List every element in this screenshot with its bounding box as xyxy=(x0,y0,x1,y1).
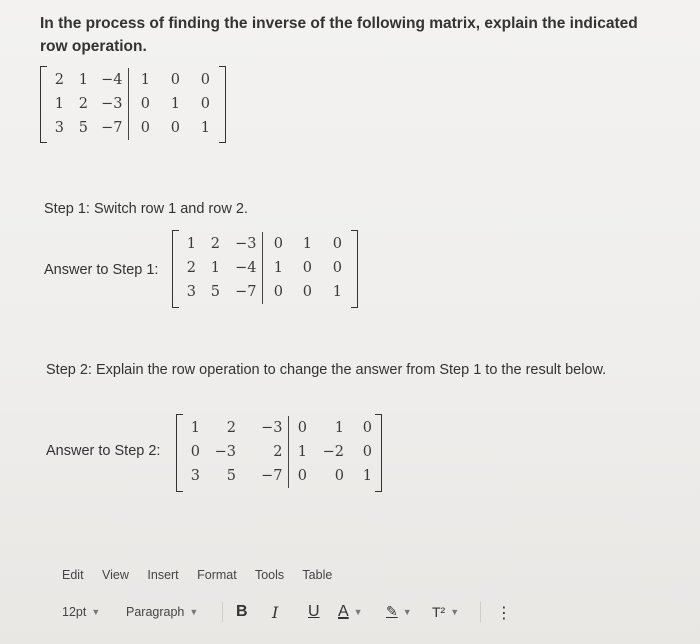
question-text: In the process of finding the inverse of the following matrix, explain the indicated row operation. xyxy=(40,15,638,55)
italic-icon: I xyxy=(272,602,279,622)
matrix-cell: 0 xyxy=(170,120,180,136)
matrix-cell: 1 xyxy=(334,420,344,436)
toolbar-divider xyxy=(480,602,481,622)
matrix-cell: −4 xyxy=(235,260,257,276)
menu-insert[interactable]: Insert xyxy=(147,568,179,582)
step1-label: Step 1: Switch row 1 and row 2. xyxy=(44,201,248,217)
chevron-down-icon: ▼ xyxy=(353,607,363,617)
matrix-cell: 0 xyxy=(170,72,180,88)
step1-matrix xyxy=(172,230,358,308)
matrix-row xyxy=(180,256,350,280)
underline-icon: U xyxy=(308,603,320,620)
matrix-cell: 0 xyxy=(200,72,210,88)
left-bracket xyxy=(172,230,179,308)
matrix-cell: 1 xyxy=(186,236,196,252)
matrix-cell: 3 xyxy=(54,120,64,136)
chevron-down-icon: ▼ xyxy=(189,607,199,617)
chevron-down-icon: ▼ xyxy=(450,607,460,617)
matrix-cell: −2 xyxy=(322,444,344,460)
matrix-cell: 1 xyxy=(332,284,342,300)
matrix-cell: 5 xyxy=(226,468,236,484)
step2-label: Step 2: Explain the row operation to change the answer from Step 1 to the result below. xyxy=(46,362,607,378)
font-size-select[interactable] xyxy=(62,601,100,623)
matrix-cell: 2 xyxy=(273,444,283,460)
matrix-cell: 0 xyxy=(332,260,342,276)
left-bracket xyxy=(176,414,183,492)
matrix-cell: 1 xyxy=(302,236,312,252)
matrix-cell: 0 xyxy=(262,232,290,256)
matrix-row xyxy=(180,280,350,304)
matrix-cell: 1 xyxy=(128,68,158,92)
highlight-button[interactable] xyxy=(386,601,412,623)
matrix-cell: 0 xyxy=(332,236,342,252)
matrix-cell: 2 xyxy=(186,260,196,276)
matrix-cell: 0 xyxy=(362,420,372,436)
text-color-button[interactable] xyxy=(338,601,363,623)
matrix-cell: −3 xyxy=(235,236,257,252)
underline-button[interactable] xyxy=(308,601,320,623)
matrix-cell: 0 xyxy=(262,280,290,304)
matrix-cell: 2 xyxy=(78,96,88,112)
matrix-row xyxy=(48,92,218,116)
matrix-cell: 0 xyxy=(128,92,158,116)
matrix-cell: 0 xyxy=(302,284,312,300)
menu-format[interactable]: Format xyxy=(197,568,237,582)
step2-matrix xyxy=(176,414,382,492)
initial-matrix xyxy=(40,66,226,143)
matrix-row xyxy=(184,440,380,464)
block-format-value: Paragraph xyxy=(126,605,185,619)
bold-icon: B xyxy=(236,603,248,620)
right-bracket xyxy=(219,66,226,143)
matrix-cell: 2 xyxy=(210,236,220,252)
chevron-down-icon: ▼ xyxy=(402,607,412,617)
matrix-cell: −7 xyxy=(235,284,257,300)
matrix-row xyxy=(180,232,350,256)
matrix-cell: 0 xyxy=(362,444,372,460)
matrix-cell: 2 xyxy=(54,72,64,88)
matrix-cell: 0 xyxy=(334,468,344,484)
matrix-cell: 1 xyxy=(210,260,220,276)
step2-matrix-table xyxy=(184,416,380,488)
matrix-cell: 0 xyxy=(288,464,312,488)
editor-toolbar xyxy=(62,601,522,623)
matrix-row xyxy=(48,116,218,140)
matrix-row xyxy=(184,464,380,488)
highlight-pen-icon: ✎ xyxy=(386,604,398,620)
toolbar-divider xyxy=(222,602,223,622)
matrix-cell: 1 xyxy=(262,256,290,280)
matrix-cell: 1 xyxy=(78,72,88,88)
matrix-cell: 3 xyxy=(190,468,200,484)
matrix-row xyxy=(184,416,380,440)
matrix-cell: 2 xyxy=(226,420,236,436)
matrix-cell: 0 xyxy=(200,96,210,112)
step2-answer-label: Answer to Step 2: xyxy=(46,443,161,459)
matrix-cell: 1 xyxy=(190,420,200,436)
superscript-button[interactable] xyxy=(432,601,459,623)
font-size-value: 12pt xyxy=(62,605,87,619)
rich-text-editor xyxy=(0,555,700,644)
matrix-cell: 1 xyxy=(170,96,180,112)
chevron-down-icon: ▼ xyxy=(91,607,101,617)
matrix-cell: 0 xyxy=(190,444,200,460)
menu-edit[interactable]: Edit xyxy=(62,568,84,582)
matrix-cell: −3 xyxy=(261,420,283,436)
menu-tools[interactable]: Tools xyxy=(254,568,285,582)
step1-answer-label: Answer to Step 1: xyxy=(44,262,159,278)
matrix-cell: 0 xyxy=(288,416,312,440)
more-options-button[interactable] xyxy=(496,601,512,623)
step1-matrix-table xyxy=(180,232,350,304)
superscript-icon: T² xyxy=(432,604,446,620)
matrix-cell: 0 xyxy=(302,260,312,276)
text-color-icon: A xyxy=(338,603,349,620)
matrix-cell: 1 xyxy=(54,96,64,112)
more-vertical-icon: ⋮ xyxy=(496,602,512,622)
left-bracket xyxy=(40,66,47,143)
matrix-cell: 1 xyxy=(200,120,210,136)
bold-button[interactable] xyxy=(236,601,248,623)
matrix-row xyxy=(48,68,218,92)
matrix-cell: −4 xyxy=(101,72,123,88)
matrix-cell: −3 xyxy=(214,444,236,460)
matrix-cell: −7 xyxy=(261,468,283,484)
right-bracket xyxy=(351,230,358,308)
matrix-cell: 5 xyxy=(210,284,220,300)
matrix-cell: −7 xyxy=(101,120,123,136)
matrix-cell: 3 xyxy=(186,284,196,300)
menu-view[interactable]: View xyxy=(102,568,129,582)
matrix-cell: 1 xyxy=(362,468,372,484)
editor-menubar xyxy=(62,568,347,582)
menu-table[interactable]: Table xyxy=(302,568,333,582)
block-format-select[interactable] xyxy=(126,601,198,623)
matrix-cell: 0 xyxy=(128,116,158,140)
matrix-cell: −3 xyxy=(101,96,123,112)
initial-matrix-table xyxy=(48,68,218,140)
matrix-cell: 5 xyxy=(78,120,88,136)
matrix-cell: 1 xyxy=(288,440,312,464)
italic-button[interactable] xyxy=(272,601,278,623)
